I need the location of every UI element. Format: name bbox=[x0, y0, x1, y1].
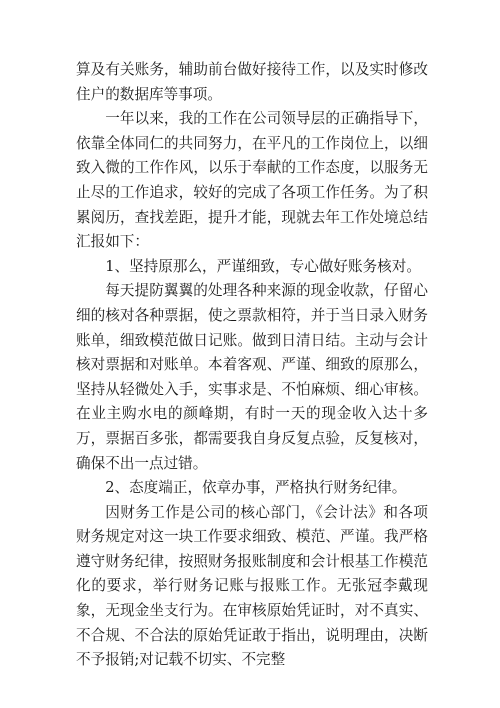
section-heading-2: 2、态度端正，依章办事，严格执行财务纪律。 bbox=[105, 479, 407, 497]
section-heading-1: 1、坚持原那么，严谨细致，专心做好账务核对。 bbox=[105, 257, 421, 275]
paragraph-account-checking: 每天提防翼翼的处理各种来源的现金收款，仔留心细的核对各种票据，使之票款相符，并于当日录入财务账单，细致模范做日记账。做到日清日结。主动与会计核对票据和对账单。本着客观、严谨、细致的原那么，坚持从轻微处入手，实事求是、不怕麻烦、细心审核。在业主购水电的颜峰期，有时一天的现金收入达十多万，票据百多张，都需要我自身反复点验，反复核对，确保不出一点过错。 bbox=[76, 282, 428, 472]
document-body bbox=[76, 58, 428, 673]
paragraph-continuation: 算及有关账务，辅助前台做好接待工作，以及实时修改住户的数据库等事项。 bbox=[76, 61, 428, 103]
paragraph-summary-intro: 一年以来，我的工作在公司领导层的正确指导下，依靠全体同仁的共同努力，在平凡的工作岗位上，以细致入微的工作作风，以乐于奉献的工作态度，以服务无止尽的工作追求，较好的完成了各项工作任务。为了积累阅历，查找差距，提升才能，现就去年工作处境总结汇报如下： bbox=[76, 110, 428, 251]
paragraph-financial-discipline: 因财务工作是公司的核心部门，《会计法》和各项财务规定对这一块工作要求细致、模范、严谨。我严格遵守财务纪律，按照财务报账制度和会计根基工作模范化的要求，举行财务记账与报账工作。无张冠李戴现象，无现金坐支行为。在审核原始凭证时，对不真实、不合规、不合法的原始凭证敢于指出，说明理由，决断不予报销;对记载不切实、不完整 bbox=[76, 503, 428, 669]
